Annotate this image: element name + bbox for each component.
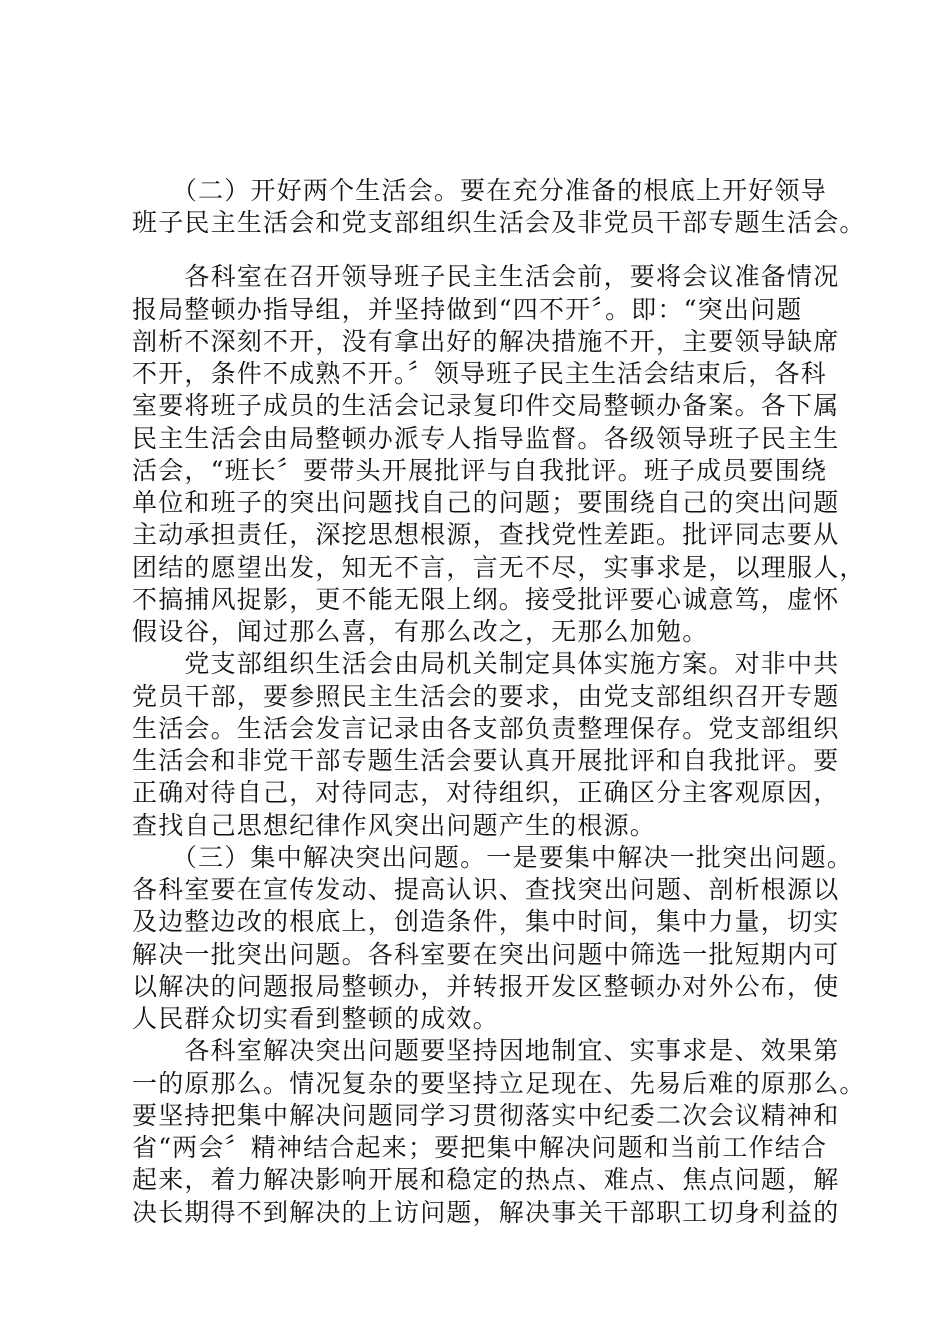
text-line: 各科室解决突出问题要坚持因地制宜、实事求是、效果第 <box>132 1036 840 1065</box>
text-line: （二）开好两个生活会。要在充分准备的根底上开好领导 <box>132 176 827 205</box>
text-line: 及边整边改的根底上，创造条件，集中时间，集中力量，切实 <box>132 907 840 936</box>
text-line: 主动承担责任，深挖思想根源，查找党性差距。批评同志要从 <box>132 520 840 549</box>
text-line: 民主生活会由局整顿办派专人指导监督。各级领导班子民主生 <box>132 424 840 453</box>
text-line: 单位和班子的突出问题找自己的问题；要围绕自己的突出问题 <box>132 488 840 517</box>
text-line: 不搞捕风捉影，更不能无限上纲。接受批评要心诚意笃，虚怀 <box>132 585 840 614</box>
text-line: 活会，“班长〞要带头开展批评与自我批评。班子成员要围绕 <box>132 456 828 485</box>
text-line: 要坚持把集中解决问题同学习贯彻落实中纪委二次会议精神和 <box>132 1101 840 1130</box>
text-line: 不开，条件不成熟不开。〞领导班子民主生活会结束后，各科 <box>132 359 827 388</box>
text-line: 党员干部，要参照民主生活会的要求，由党支部组织召开专题 <box>132 682 840 711</box>
text-line: 人民群众切实看到整顿的成效。 <box>132 1004 499 1033</box>
text-line: 起来，着力解决影响开展和稳定的热点、难点、焦点问题，解 <box>132 1165 840 1194</box>
text-line: 查找自己思想纪律作风突出问题产生的根源。 <box>132 811 657 840</box>
text-line: 团结的愿望出发，知无不言，言无不尽，实事求是，以理服人， <box>132 553 866 582</box>
text-line: 解决一批突出问题。各科室要在突出问题中筛选一批短期内可 <box>132 940 840 969</box>
text-line: 省“两会〞精神结合起来；要把集中解决问题和当前工作结合 <box>132 1133 828 1162</box>
text-line: 生活会。生活会发言记录由各支部负责整理保存。党支部组织 <box>132 714 840 743</box>
text-line: 一的原那么。情况复杂的要坚持立足现在、先易后难的原那么。 <box>132 1069 866 1098</box>
text-line: （三）集中解决突出问题。一是要集中解决一批突出问题。 <box>132 843 854 872</box>
text-line: 生活会和非党干部专题生活会要认真开展批评和自我批评。要 <box>132 746 840 775</box>
text-line: 剖析不深刻不开，没有拿出好的解决措施不开，主要领导缺席 <box>132 327 840 356</box>
text-line: 各科室在召开领导班子民主生活会前，要将会议准备情况 <box>132 262 840 291</box>
text-line: 党支部组织生活会由局机关制定具体实施方案。对非中共 <box>132 649 840 678</box>
text-line: 决长期得不到解决的上访问题，解决事关干部职工切身利益的 <box>132 1198 840 1227</box>
text-line: 以解决的问题报局整顿办，并转报开发区整顿办对外公布，使 <box>132 972 840 1001</box>
text-line: 各科室要在宣传发动、提高认识、查找突出问题、剖析根源以 <box>132 875 840 904</box>
text-line: 班子民主生活会和党支部组织生活会及非党员干部专题生活会。 <box>132 208 866 237</box>
text-line: 正确对待自己，对待同志，对待组织，正确区分主客观原因， <box>132 778 840 807</box>
text-line: 室要将班子成员的生活会记录复印件交局整顿办备案。各下属 <box>132 391 840 420</box>
text-line: 报局整顿办指导组，并坚持做到“四不开〞。即：“突出问题 <box>132 295 803 324</box>
text-line: 假设谷，闻过那么喜，有那么改之，无那么加勉。 <box>132 617 709 646</box>
